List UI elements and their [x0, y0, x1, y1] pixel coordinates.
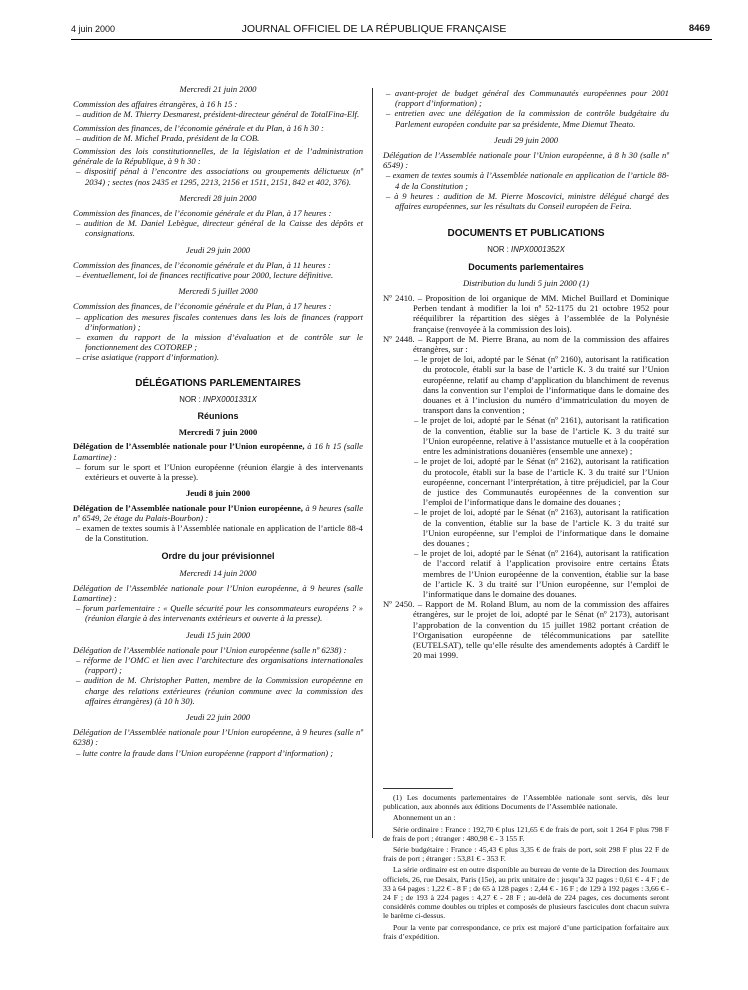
list-item: – le projet de loi, adopté par le Sénat (nº 2164), autorisant la ratification de l’accord relatif à l’application provisoire entre certains États membres de l’Union européenne de la convention, établie sur la base de l’article K. 3 du traité sur l’Union européenne, sur l’emploi de l’informatique dans le domaine des douanes. — [413, 548, 669, 599]
footnote-text: Pour la vente par correspondance, ce prix est majoré d’une participation forfaitaire aux frais d’expédition. — [383, 922, 669, 941]
nor-code: INPX0001352X — [511, 245, 565, 255]
list-item: – forum parlementaire : « Quelle sécurité pour les consommateurs européens ? » (réunion élargie à des intervenants extérieurs et ouverte à la presse). — [73, 603, 363, 623]
entry: Commission des finances, de l’économie générale et du Plan, à 17 heures : — [73, 301, 332, 312]
entry — [73, 503, 363, 523]
item-list — [73, 462, 363, 482]
item-list — [383, 88, 669, 129]
item-list — [73, 655, 363, 706]
date-heading: Mercredi 28 juin 2000 — [179, 192, 257, 203]
date-heading: Jeudi 29 juin 2000 — [185, 244, 251, 255]
date-heading: Mercredi 7 juin 2000 — [178, 427, 258, 438]
nor-code: INPX0001331X — [203, 394, 257, 404]
subsection-title: Documents parlementaires — [468, 261, 584, 272]
entry: Commission des affaires étrangères, à 16 h 15 : — [73, 99, 238, 110]
entry: Délégation de l’Assemblée nationale pour l’Union européenne (salle nº 6238) : — [73, 644, 347, 655]
footnote — [383, 788, 669, 943]
header-rule — [71, 39, 712, 40]
delegation-name: Délégation de l’Assemblée nationale pour l’Union européenne, — [73, 441, 305, 452]
document-entry: Nº 2450. – Rapport de M. Roland Blum, au nom de la commission des affaires étrangères, sur le projet de loi, adopté par le Sénat (nº 2173), autorisant l’approbation de la convention du 15 juillet 1982 portant création de l’Organisation européenne de télécommunications par satellite (EUTELSAT), telle qu’elle résulte des amendements adoptés à Cardiff le 20 mai 1999. — [383, 599, 669, 661]
item-list — [73, 133, 363, 143]
nor-reference — [73, 395, 363, 405]
page-header — [0, 24, 748, 38]
date-heading: Mercredi 14 juin 2000 — [179, 567, 257, 578]
footnote-text: Série ordinaire : France : 192,70 € plus 121,65 € de frais de port, soit 1 264 F plus 798 F de frais de port ; étranger : 480,98 € - 3 155 F. — [383, 824, 669, 843]
footnote-text: (1) Les documents parlementaires de l’Assemblée nationale sont servis, dès leur publication, aux abonnés aux éditions Documents de l’Assemblée nationale. — [383, 793, 669, 812]
delegation-name: Délégation de l’Assemblée nationale pour l’Union européenne, — [73, 502, 303, 513]
list-item: – entretien avec une délégation de la commission de contrôle budgétaire du Parlement européen conduite par sa présidente, Mme Diemut Theato. — [383, 108, 669, 128]
item-list — [73, 218, 363, 238]
list-item: – à 9 heures : audition de M. Pierre Moscovici, ministre délégué chargé des affaires européennes, sur les résultats du Conseil européen de Feira. — [383, 191, 669, 211]
entry: Commission des finances, de l’économie générale et du Plan, à 11 heures : — [73, 259, 331, 270]
entry: Commission des finances, de l’économie générale et du Plan, à 17 heures : — [73, 208, 332, 219]
document-entry: Nº 2448. – Rapport de M. Pierre Brana, au nom de la commission des affaires étrangères, sur : — [383, 333, 669, 355]
list-item: – audition de M. Christopher Patten, membre de la Commission européenne en charge des relations extérieures (réunion commune avec la commission des affaires étrangères) (à 10 h 30). — [73, 675, 363, 706]
header-date: 4 juin 2000 — [71, 24, 116, 34]
footnote-rule — [383, 788, 453, 789]
entry-detail: à 9 heures (salle nº 6549, 2e étage du Palais-Bourbon) : — [73, 502, 364, 523]
subsection-title: Ordre du jour prévisionnel — [161, 551, 275, 562]
column-divider — [372, 88, 373, 838]
list-item: – avant-projet de budget général des Communautés européennes pour 2001 (rapport d’information) ; — [383, 88, 669, 108]
left-column — [73, 84, 363, 758]
section-title: DÉLÉGATIONS PARLEMENTAIRES — [135, 377, 301, 389]
date-heading: Jeudi 29 juin 2000 — [493, 134, 559, 145]
entry — [73, 441, 363, 461]
distribution-heading: Distribution du lundi 5 juin 2000 (1) — [462, 277, 590, 288]
item-list — [73, 748, 363, 758]
entry: Délégation de l’Assemblée nationale pour l’Union européenne, à 9 heures (salle Lamartine) : — [73, 582, 363, 603]
list-item: – réforme de l’OMC et lien avec l’architecture des organisations internationales (rapport) ; — [73, 655, 363, 675]
list-item: – dispositif pénal à l’encontre des associations ou groupements délictueux (nº 2034) ; sectes (nos 2435 et 1295, 2213, 2156 et 1511, 2151, 842 et 402, 376). — [73, 166, 363, 186]
date-heading: Jeudi 8 juin 2000 — [185, 488, 251, 499]
entry: Délégation de l’Assemblée nationale pour l’Union européenne, à 8 h 30 (salle nº 6549) : — [383, 150, 669, 171]
list-item: – audition de M. Thierry Desmarest, président-directeur général de TotalFina-Elf. — [73, 109, 363, 119]
list-item: – application des mesures fiscales contenues dans les lois de finances (rapport d’information) ; — [73, 312, 363, 332]
date-heading: Mercredi 5 juillet 2000 — [178, 286, 258, 297]
list-item: – le projet de loi, adopté par le Sénat (nº 2162), autorisant la ratification du protocole, établi sur la base de l’article K. 3 du traité sur l’Union européenne, concernant l’interprétation, à titre préjudiciel, par la Cour de justice des Communautés européennes de la convention sur l’emploi de l’informatique dans le domaine des douanes ; — [413, 456, 669, 507]
item-list — [383, 354, 669, 599]
item-list — [73, 270, 363, 280]
list-item: – forum sur le sport et l’Union européenne (réunion élargie à des intervenants extérieurs et ouverte à la presse). — [73, 462, 363, 482]
document-entry: Nº 2410. – Proposition de loi organique de MM. Michel Buillard et Dominique Perben tendant à modifier la loi nº 52-1175 du 21 octobre 1952 pour rééquilibrer la répartition des sièges à l’assemblée de la Polynésie française (renvoyée à la commission des lois). — [383, 293, 669, 334]
list-item: – le projet de loi, adopté par le Sénat (nº 2163), autorisant la ratification de la convention, établie sur la base de l’article K. 3 du traité sur l’Union européenne, sur l’emploi de l’informatique dans le domaine des douanes ; — [413, 507, 669, 548]
list-item: – examen de textes soumis à l’Assemblée nationale en application de l’article 88-4 de la Constitution. — [73, 523, 363, 543]
page-number: 8469 — [688, 23, 710, 34]
list-item: – le projet de loi, adopté par le Sénat (nº 2161), autorisant la ratification de la convention, établie sur la base de l’article K. 3 du traité sur l’Union européenne, relative à l’assistance mutuelle et à la coopération entre les administrations douanières (ensemble une annexe) ; — [413, 415, 669, 456]
list-item: – lutte contre la fraude dans l’Union européenne (rapport d’information) ; — [73, 748, 363, 758]
list-item: – crise asiatique (rapport d’information). — [73, 352, 363, 362]
date-heading: Jeudi 15 juin 2000 — [185, 629, 251, 640]
nor-reference — [383, 245, 669, 255]
date-heading: Jeudi 22 juin 2000 — [185, 711, 251, 722]
journal-title: JOURNAL OFFICIEL DE LA RÉPUBLIQUE FRANÇAISE — [241, 23, 507, 35]
section-title: DOCUMENTS ET PUBLICATIONS — [447, 228, 605, 240]
entry: Commission des lois constitutionnelles, de la législation et de l’administration générale de la République, à 9 h 30 : — [73, 146, 363, 167]
list-item: – examen du rapport de la mission d’évaluation et de contrôle sur le fonctionnement des COTOREP ; — [73, 332, 363, 352]
subsection-title: Réunions — [197, 411, 239, 422]
item-list — [73, 312, 363, 363]
item-list — [73, 603, 363, 623]
date-heading: Mercredi 21 juin 2000 — [179, 84, 257, 94]
item-list — [383, 170, 669, 211]
item-list — [73, 109, 363, 119]
list-item: – le projet de loi, adopté par le Sénat (nº 2160), autorisant la ratification du protocole, établi sur la base de l’article K. 3 du traité sur l’Union européenne, relatif au champ d’application du blanchiment de revenus dans la convention sur l’emploi de l’informatique dans le domaine des douanes et à l’inclusion du numéro d’immatriculation du moyen de transport dans la convention ; — [413, 354, 669, 415]
entry: Commission des finances, de l’économie générale et du Plan, à 16 h 30 : — [73, 122, 324, 133]
list-item: – audition de M. Daniel Lebègue, directeur général de la Caisse des dépôts et consignations. — [73, 218, 363, 238]
entry: Délégation de l’Assemblée nationale pour l’Union européenne, à 9 heures (salle nº 6238) : — [73, 727, 363, 748]
list-item: – éventuellement, loi de finances rectificative pour 2000, lecture définitive. — [73, 270, 363, 280]
documents-list — [383, 293, 669, 660]
nor-label: NOR : — [179, 394, 201, 404]
nor-label: NOR : — [487, 245, 509, 255]
list-item: – audition de M. Michel Prada, président de la COB. — [73, 133, 363, 143]
footnote-text: La série ordinaire est en outre disponible au bureau de vente de la Direction des Journaux officiels, 26, rue Desaix, Paris (15e), au prix unitaire de : jusqu’à 32 pages : 0,61 € - 4 F ; de 33 à 64 pages : 1,22 € - 8 F ; de 65 à 128 pages : 2,44 € - 16 F ; de 129 à 192 pages : 3,66 € - 24 F ; de 193 à 224 pages : 4,27 € - 28 F ; au-delà de 224 pages, ces documents seront considérés comme doubles ou triples et composés de plusieurs fascicules dont chacun suivra le barème ci-dessus. — [383, 865, 669, 921]
list-item: – examen de textes soumis à l’Assemblée nationale en application de l’article 88-4 de la Constitution ; — [383, 170, 669, 190]
right-column — [383, 88, 669, 660]
entry-detail: à 16 h 15 (salle Lamartine) : — [73, 441, 363, 462]
item-list — [73, 523, 363, 543]
item-list — [73, 166, 363, 186]
footnote-text: Série budgétaire : France : 45,43 € plus 3,35 € de frais de port, soit 298 F plus 22 F de frais de port ; étranger : 53,81 € - 353 F. — [383, 845, 669, 864]
footnote-text: Abonnement un an : — [393, 813, 456, 823]
